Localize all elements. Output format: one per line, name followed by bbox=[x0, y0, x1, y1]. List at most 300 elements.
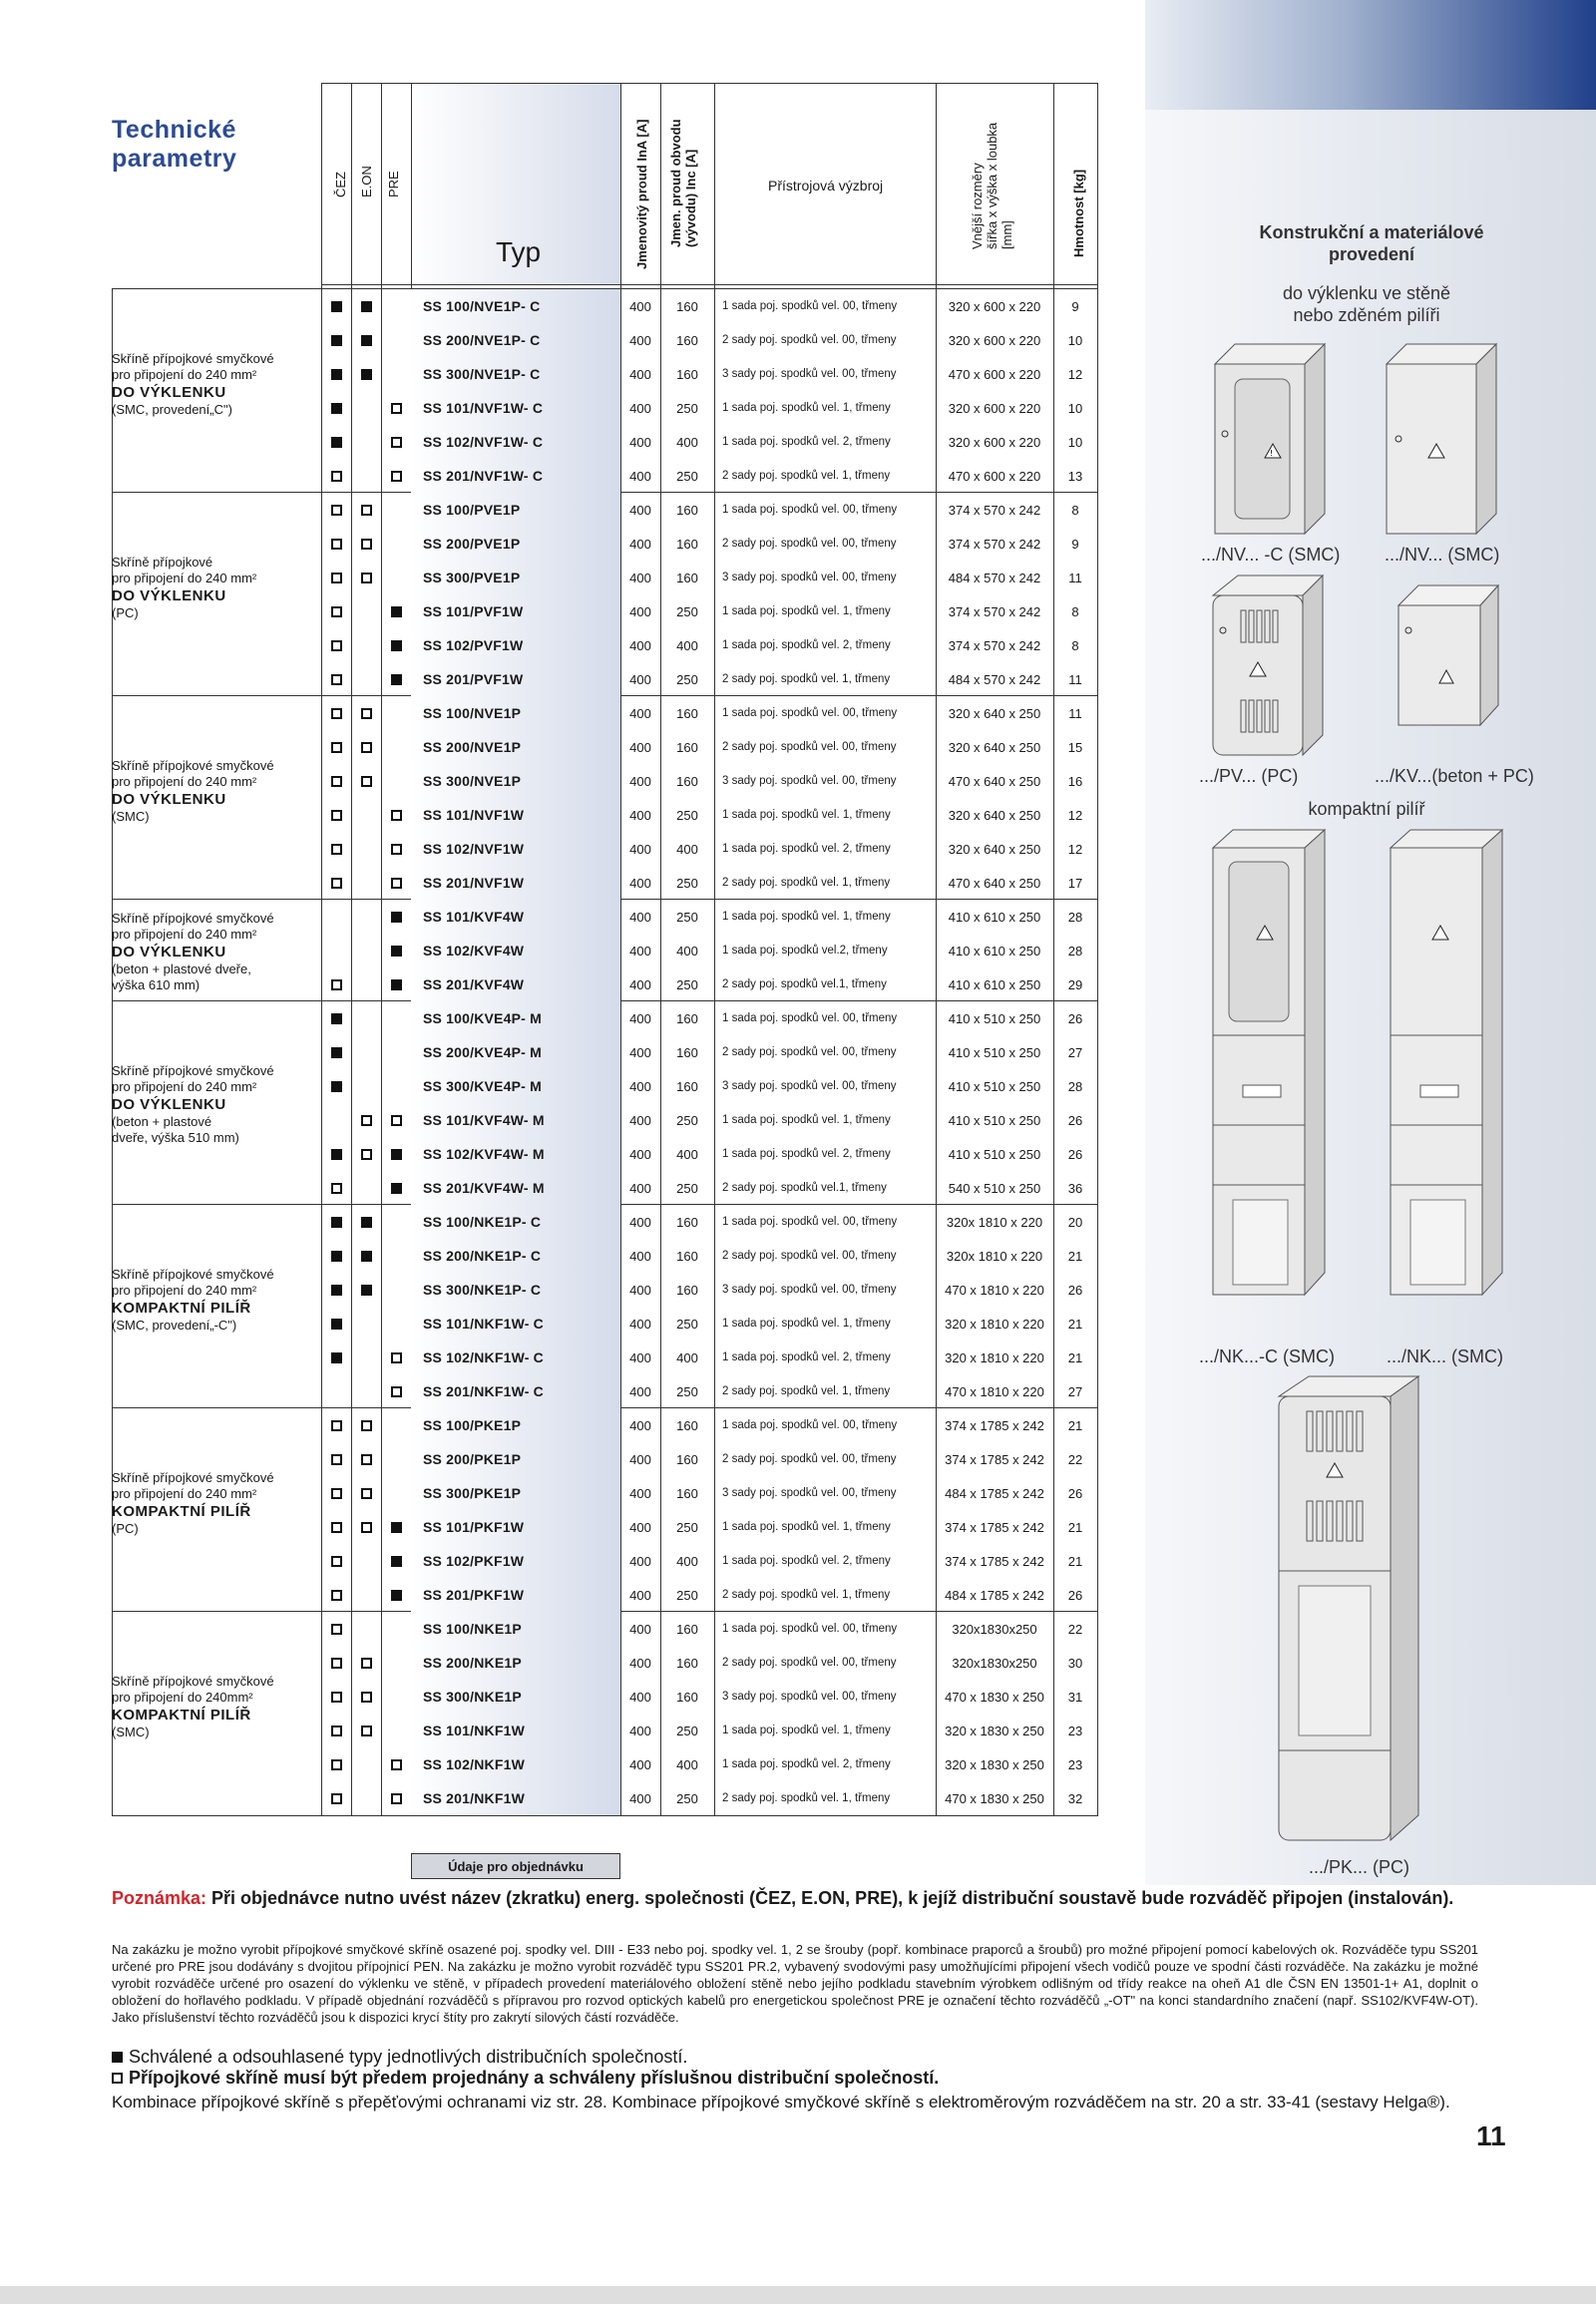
cell-typ-text: SS 300/NKE1P- C bbox=[423, 1282, 542, 1298]
cell-pre bbox=[381, 289, 411, 323]
cell-typ-text: SS 200/KVE4P- M bbox=[423, 1044, 542, 1060]
cell-in bbox=[620, 696, 660, 730]
cell-kg-text: 27 bbox=[1067, 1383, 1083, 1399]
cell-in bbox=[620, 1239, 660, 1273]
cell-in bbox=[620, 425, 660, 459]
group-label bbox=[112, 1063, 316, 1146]
table-row bbox=[321, 1273, 1097, 1307]
filled-square-icon bbox=[361, 369, 372, 380]
cell-typ bbox=[411, 527, 620, 561]
cell-pristroj bbox=[714, 1273, 944, 1307]
cell-inc-text: 160 bbox=[676, 1010, 698, 1026]
cell-typ-text: SS 101/NVF1W bbox=[423, 807, 525, 823]
cell-in-text: 400 bbox=[629, 1485, 651, 1501]
cell-rozmery-text: 410 x 510 x 250 bbox=[948, 1010, 1041, 1026]
cell-typ-text: SS 300/PVE1P bbox=[423, 570, 521, 585]
cell-eon bbox=[351, 1781, 381, 1815]
cell-pre bbox=[381, 1069, 411, 1103]
cell-kg-text: 15 bbox=[1067, 739, 1083, 755]
group-label-t1: Skříně přípojkové smyčkové pro připojení do 240 mm² bbox=[112, 1267, 274, 1298]
cell-in-text: 400 bbox=[629, 366, 651, 382]
cell-pristroj bbox=[714, 1476, 944, 1510]
table-row bbox=[321, 662, 1097, 696]
cell-eon bbox=[351, 1578, 381, 1612]
cell-pristroj-text: 3 sady poj. spodků vel. 00, třmeny bbox=[722, 368, 897, 380]
group-label bbox=[112, 758, 316, 825]
cell-pristroj-text: 2 sady poj. spodků vel. 00, třmeny bbox=[722, 1453, 897, 1465]
table-row bbox=[321, 1239, 1097, 1273]
cell-inc-text: 160 bbox=[676, 502, 698, 518]
open-square-icon bbox=[331, 1726, 342, 1736]
col-hmotnost-label: Hmotnost [kg] bbox=[1071, 169, 1086, 257]
cell-typ bbox=[411, 1273, 620, 1307]
cell-cez bbox=[321, 459, 351, 493]
cell-pre bbox=[381, 1408, 411, 1442]
cabinet-kv-beton-pc-image bbox=[1389, 580, 1508, 730]
caption-pk-pc: .../PK... (PC) bbox=[1309, 1857, 1410, 1877]
cell-in-text: 400 bbox=[629, 909, 651, 925]
open-square-icon bbox=[331, 1522, 342, 1533]
cell-cez bbox=[321, 1205, 351, 1239]
cell-in-text: 400 bbox=[629, 1282, 651, 1298]
cell-pre bbox=[381, 1781, 411, 1815]
open-square-icon bbox=[361, 776, 372, 787]
cell-typ bbox=[411, 866, 620, 900]
cell-cez bbox=[321, 1510, 351, 1544]
cell-in-text: 400 bbox=[629, 332, 651, 348]
open-square-icon bbox=[331, 1556, 342, 1567]
cell-eon bbox=[351, 1069, 381, 1103]
cell-in bbox=[620, 1408, 660, 1442]
col-pristroj-label: Přístrojová výzbroj bbox=[768, 178, 884, 193]
cell-pre bbox=[381, 1137, 411, 1171]
cell-inc bbox=[660, 1578, 714, 1612]
cell-pristroj-text: 2 sady poj. spodků vel.1, třmeny bbox=[722, 978, 887, 990]
filled-square-icon bbox=[331, 1352, 342, 1363]
cell-rozmery-text: 320 x 1810 x 220 bbox=[945, 1349, 1044, 1365]
table-row bbox=[321, 289, 1097, 323]
cell-typ bbox=[411, 493, 620, 527]
cell-in-text: 400 bbox=[629, 1146, 651, 1162]
cell-eon bbox=[351, 1001, 381, 1035]
cell-cez bbox=[321, 1544, 351, 1578]
cell-eon bbox=[351, 1137, 381, 1171]
filled-square-icon bbox=[391, 979, 402, 990]
cell-in bbox=[620, 832, 660, 866]
cell-in-text: 400 bbox=[629, 841, 651, 857]
cell-pristroj-text: 1 sada poj. spodků vel. 2, třmeny bbox=[722, 1351, 891, 1363]
cell-typ bbox=[411, 730, 620, 764]
group-label-t2: KOMPAKTNÍ PILÍŘ bbox=[112, 1503, 251, 1520]
table-row bbox=[321, 1510, 1097, 1544]
cell-pristroj bbox=[714, 493, 944, 527]
cell-cez bbox=[321, 1307, 351, 1341]
cell-kg-text: 10 bbox=[1067, 332, 1083, 348]
cell-inc-text: 160 bbox=[676, 1621, 698, 1637]
group-label-t1: Skříně přípojkové smyčkové pro připojení do 240 mm² bbox=[112, 1470, 274, 1501]
cell-in-text: 400 bbox=[629, 1349, 651, 1365]
cell-inc-text: 160 bbox=[676, 366, 698, 382]
pillar-nk-smc-image bbox=[1381, 826, 1510, 1305]
cell-kg bbox=[1053, 764, 1097, 798]
group-label bbox=[112, 351, 316, 418]
cell-kg bbox=[1053, 900, 1097, 934]
cell-typ-text: SS 100/NKE1P bbox=[423, 1621, 522, 1637]
cell-cez bbox=[321, 1273, 351, 1307]
cell-kg bbox=[1053, 730, 1097, 764]
cell-inc bbox=[660, 1476, 714, 1510]
open-square-icon bbox=[331, 878, 342, 889]
caption-nv-smc: .../NV... (SMC) bbox=[1385, 545, 1500, 565]
cell-pre bbox=[381, 1442, 411, 1476]
group-label-t2: KOMPAKTNÍ PILÍŘ bbox=[112, 1300, 251, 1317]
cell-kg-text: 28 bbox=[1067, 909, 1083, 925]
table-row bbox=[321, 730, 1097, 764]
table-row bbox=[321, 1476, 1097, 1510]
table-row bbox=[321, 1341, 1097, 1374]
cell-in bbox=[620, 1374, 660, 1408]
filled-square-icon bbox=[361, 1217, 372, 1228]
cell-in bbox=[620, 1205, 660, 1239]
cell-pre bbox=[381, 764, 411, 798]
cell-pristroj bbox=[714, 1171, 944, 1205]
cell-eon bbox=[351, 561, 381, 594]
open-square-icon bbox=[361, 539, 372, 550]
header-top-rule bbox=[321, 83, 1098, 84]
table-row bbox=[321, 628, 1097, 662]
cell-typ bbox=[411, 1408, 620, 1442]
cell-typ bbox=[411, 1612, 620, 1646]
cell-eon bbox=[351, 323, 381, 357]
cell-kg bbox=[1053, 323, 1097, 357]
cell-rozmery bbox=[936, 1476, 1053, 1510]
cell-in-text: 400 bbox=[629, 1214, 651, 1230]
cell-kg-text: 26 bbox=[1067, 1282, 1083, 1298]
table-row bbox=[321, 1781, 1097, 1815]
cell-rozmery bbox=[936, 1578, 1053, 1612]
cell-kg bbox=[1053, 628, 1097, 662]
cell-in bbox=[620, 289, 660, 323]
cell-rozmery-text: 320x1830x250 bbox=[952, 1621, 1037, 1637]
cell-kg-text: 12 bbox=[1067, 807, 1083, 823]
group-label-t3: (beton + plastové dveře, výška 510 mm) bbox=[112, 1114, 239, 1145]
cell-rozmery bbox=[936, 832, 1053, 866]
col-typ-label: Typ bbox=[496, 236, 542, 267]
cell-in-text: 400 bbox=[629, 1621, 651, 1637]
cell-in bbox=[620, 1510, 660, 1544]
cell-kg-text: 8 bbox=[1071, 502, 1079, 518]
cell-cez bbox=[321, 561, 351, 594]
open-square-icon bbox=[331, 776, 342, 787]
cell-inc-text: 250 bbox=[676, 468, 698, 484]
cell-in-text: 400 bbox=[629, 536, 651, 552]
cell-pre bbox=[381, 662, 411, 696]
cell-rozmery bbox=[936, 493, 1053, 527]
cell-kg-text: 16 bbox=[1067, 773, 1083, 789]
cell-typ bbox=[411, 832, 620, 866]
cell-inc bbox=[660, 459, 714, 493]
cell-cez bbox=[321, 1239, 351, 1273]
open-square-icon bbox=[361, 1522, 372, 1533]
cell-cez bbox=[321, 1069, 351, 1103]
cell-kg bbox=[1053, 1374, 1097, 1408]
cell-in bbox=[620, 1069, 660, 1103]
cell-typ-text: SS 100/PKE1P bbox=[423, 1417, 522, 1433]
cell-pre bbox=[381, 934, 411, 967]
cell-in bbox=[620, 1307, 660, 1341]
cell-rozmery-text: 320 x 640 x 250 bbox=[948, 807, 1041, 823]
table-row bbox=[321, 1544, 1097, 1578]
cell-cez bbox=[321, 1103, 351, 1137]
cell-inc-text: 250 bbox=[676, 603, 698, 619]
cell-typ-text: SS 300/NVE1P- C bbox=[423, 366, 541, 382]
cell-rozmery-text: 410 x 510 x 250 bbox=[948, 1112, 1041, 1128]
cell-kg bbox=[1053, 594, 1097, 628]
cell-rozmery bbox=[936, 1646, 1053, 1680]
cell-rozmery bbox=[936, 1273, 1053, 1307]
cell-pristroj bbox=[714, 866, 944, 900]
group-label-t1: Skříně přípojkové smyčkové pro připojení do 240 mm² bbox=[112, 758, 274, 789]
cell-inc-text: 160 bbox=[676, 1248, 698, 1264]
cell-rozmery-text: 470 x 1810 x 220 bbox=[945, 1282, 1044, 1298]
table-row bbox=[321, 1646, 1097, 1680]
cell-kg bbox=[1053, 1069, 1097, 1103]
cell-eon bbox=[351, 1476, 381, 1510]
cell-rozmery-text: 410 x 510 x 250 bbox=[948, 1044, 1041, 1060]
cabinet-nv-c-smc-image bbox=[1205, 339, 1330, 539]
cell-pre bbox=[381, 1341, 411, 1374]
cell-inc-text: 160 bbox=[676, 1451, 698, 1467]
cell-typ bbox=[411, 662, 620, 696]
open-square-icon bbox=[391, 403, 402, 414]
cell-rozmery bbox=[936, 628, 1053, 662]
cell-typ-text: SS 201/NKF1W- C bbox=[423, 1383, 544, 1399]
cell-cez bbox=[321, 1476, 351, 1510]
open-square-icon bbox=[331, 1454, 342, 1465]
filled-square-icon bbox=[112, 2052, 123, 2063]
cell-pristroj-text: 1 sada poj. spodků vel. 2, třmeny bbox=[722, 639, 891, 651]
cell-pristroj-text: 2 sady poj. spodků vel. 00, třmeny bbox=[722, 1250, 897, 1262]
cell-typ bbox=[411, 764, 620, 798]
cell-kg-text: 23 bbox=[1067, 1723, 1083, 1738]
cell-typ-text: SS 300/PKE1P bbox=[423, 1485, 522, 1501]
cell-pristroj bbox=[714, 1578, 944, 1612]
cell-in bbox=[620, 866, 660, 900]
cell-typ bbox=[411, 1680, 620, 1714]
cell-in-text: 400 bbox=[629, 739, 651, 755]
filled-square-icon bbox=[331, 369, 342, 380]
cell-pristroj bbox=[714, 1205, 944, 1239]
note-body: Na zakázku je možno vyrobit přípojkové smyčkové skříně osazené poj. spodky vel. DIII - E33 nebo poj. spodky vel. 1, 2 se šrouby (popř. kombinace praporců a šroubů) pro možné připojení pomocí kabelových ok. Rozváděče typu SS201 určené pro PRE jsou dodávány s dvojitou přípojnicí PEN. Na zakázku je možno vyrobit rozváděč typu SS201 PR.2, vybavený svodovými pasy umožňujícími připojení všech vodičů pouze ve spodní části rozváděče. Na zakázku je možné vyrobit rozváděče určené pro osazení do výklenku ve stěně, v případech provedení materiálového obložení stěně nebo jejího podkladu stavebním výrobkem odlišným od třídy reakce na oheň A1 dle ČSN EN 13501-1+ A1, doplnit o obložení do hořlavého podkladu. V případě objednání rozváděčů s přípravou pro rozvod optických kabelů pro energetickou společnost PRE je označení těchto rozváděčů „-OT" na konci standardního značení (např. SS102/KVF4W-OT). Jako příslušenství těchto rozváděčů jsou k dispozici krycí štíty pro zakrytí silových částí rozváděče. bbox=[112, 1942, 1478, 2025]
cell-pristroj-text: 3 sady poj. spodků vel. 00, třmeny bbox=[722, 1487, 897, 1499]
cell-cez bbox=[321, 357, 351, 391]
cell-pristroj bbox=[714, 1035, 944, 1069]
cell-typ bbox=[411, 798, 620, 832]
cell-rozmery bbox=[936, 289, 1053, 323]
cell-typ bbox=[411, 1205, 620, 1239]
open-square-icon bbox=[391, 437, 402, 448]
cell-inc bbox=[660, 561, 714, 594]
cell-inc bbox=[660, 289, 714, 323]
cell-rozmery bbox=[936, 527, 1053, 561]
cell-rozmery-text: 374 x 570 x 242 bbox=[948, 502, 1041, 518]
cell-in-text: 400 bbox=[629, 1383, 651, 1399]
cell-inc-text: 400 bbox=[676, 1349, 698, 1365]
cell-kg-text: 23 bbox=[1067, 1756, 1083, 1772]
cell-in bbox=[620, 934, 660, 967]
cell-cez bbox=[321, 967, 351, 1001]
cell-pristroj bbox=[714, 832, 944, 866]
cell-kg bbox=[1053, 1747, 1097, 1781]
cell-inc-text: 160 bbox=[676, 1689, 698, 1705]
cell-cez bbox=[321, 662, 351, 696]
cell-pre bbox=[381, 323, 411, 357]
cell-kg-text: 22 bbox=[1067, 1621, 1083, 1637]
cell-cez bbox=[321, 1680, 351, 1714]
open-square-icon bbox=[331, 844, 342, 855]
cell-typ-text: SS 200/PVE1P bbox=[423, 536, 521, 552]
cell-eon bbox=[351, 1205, 381, 1239]
cell-rozmery-text: 374 x 570 x 242 bbox=[948, 536, 1041, 552]
cell-inc bbox=[660, 1374, 714, 1408]
cell-pristroj bbox=[714, 1612, 944, 1646]
cell-pristroj-text: 1 sada poj. spodků vel. 00, třmeny bbox=[722, 1419, 898, 1431]
cell-pristroj bbox=[714, 1408, 944, 1442]
cell-kg bbox=[1053, 1205, 1097, 1239]
cell-pristroj-text: 2 sady poj. spodků vel. 1, třmeny bbox=[722, 673, 891, 685]
cell-in bbox=[620, 628, 660, 662]
cell-cez bbox=[321, 730, 351, 764]
cell-in bbox=[620, 730, 660, 764]
cell-kg-text: 27 bbox=[1067, 1044, 1083, 1060]
filled-square-icon bbox=[331, 335, 342, 346]
legend-approved-text: Schválené a odsouhlasené typy jednotlivých distribučních společností. bbox=[129, 2047, 688, 2067]
cell-inc bbox=[660, 527, 714, 561]
cell-eon bbox=[351, 1680, 381, 1714]
cell-typ bbox=[411, 1578, 620, 1612]
cell-pristroj bbox=[714, 289, 944, 323]
open-square-icon bbox=[331, 573, 342, 583]
cell-eon bbox=[351, 1646, 381, 1680]
table-row bbox=[321, 594, 1097, 628]
cell-kg-text: 21 bbox=[1067, 1553, 1083, 1569]
cell-in-text: 400 bbox=[629, 1756, 651, 1772]
table-row bbox=[321, 1001, 1097, 1035]
cell-in-text: 400 bbox=[629, 1655, 651, 1671]
cell-pristroj-text: 2 sady poj. spodků vel. 1, třmeny bbox=[722, 1385, 891, 1397]
open-square-icon bbox=[331, 708, 342, 719]
side-title: Konstrukční a materiálové provedení bbox=[1259, 222, 1484, 264]
cell-pre bbox=[381, 1239, 411, 1273]
cell-typ-text: SS 101/PKF1W bbox=[423, 1519, 525, 1535]
cell-in-text: 400 bbox=[629, 1689, 651, 1705]
cell-inc-text: 400 bbox=[676, 943, 698, 959]
open-square-icon bbox=[331, 539, 342, 550]
filled-square-icon bbox=[331, 1251, 342, 1262]
cell-inc bbox=[660, 1103, 714, 1137]
cell-kg-text: 11 bbox=[1068, 671, 1082, 687]
cell-inc bbox=[660, 391, 714, 425]
cell-kg-text: 26 bbox=[1067, 1485, 1083, 1501]
cell-pre bbox=[381, 1476, 411, 1510]
cell-inc bbox=[660, 594, 714, 628]
cell-pristroj-text: 1 sada poj. spodků vel. 1, třmeny bbox=[722, 1114, 891, 1126]
cell-inc-text: 160 bbox=[676, 1044, 698, 1060]
cell-kg bbox=[1053, 1476, 1097, 1510]
cell-pristroj bbox=[714, 459, 944, 493]
cell-typ-text: SS 101/NKF1W bbox=[423, 1723, 525, 1738]
cell-rozmery-text: 374 x 1785 x 242 bbox=[945, 1451, 1044, 1467]
cell-pristroj bbox=[714, 764, 944, 798]
cell-pristroj-text: 1 sada poj. spodků vel. 1, třmeny bbox=[722, 911, 891, 923]
cell-in bbox=[620, 594, 660, 628]
cell-typ bbox=[411, 1035, 620, 1069]
cell-pristroj bbox=[714, 628, 944, 662]
cell-inc-text: 160 bbox=[676, 570, 698, 585]
cell-typ-text: SS 200/NKE1P- C bbox=[423, 1248, 542, 1264]
cell-kg bbox=[1053, 527, 1097, 561]
cell-typ-text: SS 100/NVE1P- C bbox=[423, 298, 541, 314]
cell-kg bbox=[1053, 1239, 1097, 1273]
left-rule bbox=[112, 288, 113, 1815]
caption-nk-c-smc: .../NK...-C (SMC) bbox=[1199, 1346, 1335, 1366]
cell-in-text: 400 bbox=[629, 1316, 651, 1332]
table-row bbox=[321, 798, 1097, 832]
cell-inc-text: 250 bbox=[676, 1112, 698, 1128]
cell-rozmery-text: 320x 1810 x 220 bbox=[946, 1248, 1043, 1264]
filled-square-icon bbox=[361, 1251, 372, 1262]
table-row bbox=[321, 1035, 1097, 1069]
cell-inc-text: 160 bbox=[676, 332, 698, 348]
cell-pristroj bbox=[714, 1341, 944, 1374]
open-square-icon bbox=[361, 505, 372, 516]
cell-typ bbox=[411, 1069, 620, 1103]
cell-pristroj bbox=[714, 1374, 944, 1408]
open-square-icon bbox=[331, 606, 342, 617]
cell-kg-text: 26 bbox=[1067, 1010, 1083, 1026]
table-row bbox=[321, 493, 1097, 527]
cell-inc-text: 160 bbox=[676, 1417, 698, 1433]
caption-nk-smc: .../NK... (SMC) bbox=[1387, 1346, 1503, 1366]
cell-in bbox=[620, 1612, 660, 1646]
cell-inc-text: 250 bbox=[676, 1519, 698, 1535]
filled-square-icon bbox=[361, 1285, 372, 1296]
cell-in bbox=[620, 1680, 660, 1714]
cell-in bbox=[620, 1442, 660, 1476]
open-square-icon bbox=[391, 878, 402, 889]
cell-rozmery bbox=[936, 1103, 1053, 1137]
open-square-icon bbox=[391, 1759, 402, 1770]
col-inc-label: Jmen. proud obvodu (vývodu) Inc [A] bbox=[668, 119, 698, 247]
cell-pristroj-text: 1 sada poj. spodků vel. 00, třmeny bbox=[722, 1012, 898, 1024]
cell-pristroj-text: 2 sady poj. spodků vel. 1, třmeny bbox=[722, 877, 891, 889]
cell-in bbox=[620, 357, 660, 391]
table-row bbox=[321, 1205, 1097, 1239]
cell-pristroj-text: 1 sada poj. spodků vel. 2, třmeny bbox=[722, 843, 891, 855]
cell-in-text: 400 bbox=[629, 1180, 651, 1196]
cell-typ bbox=[411, 900, 620, 934]
cell-in bbox=[620, 1273, 660, 1307]
group-label-t2: DO VÝKLENKU bbox=[112, 791, 226, 808]
group-label-t1: Skříně přípojkové smyčkové pro připojení do 240 mm² bbox=[112, 1063, 274, 1094]
open-square-icon bbox=[331, 1692, 342, 1703]
cell-rozmery bbox=[936, 1341, 1053, 1374]
pillar-pk-pc-image bbox=[1259, 1371, 1438, 1850]
cell-rozmery-text: 540 x 510 x 250 bbox=[948, 1180, 1041, 1196]
cell-kg-text: 28 bbox=[1067, 1078, 1083, 1094]
open-square-icon bbox=[331, 1590, 342, 1601]
cell-inc-text: 250 bbox=[676, 1316, 698, 1332]
